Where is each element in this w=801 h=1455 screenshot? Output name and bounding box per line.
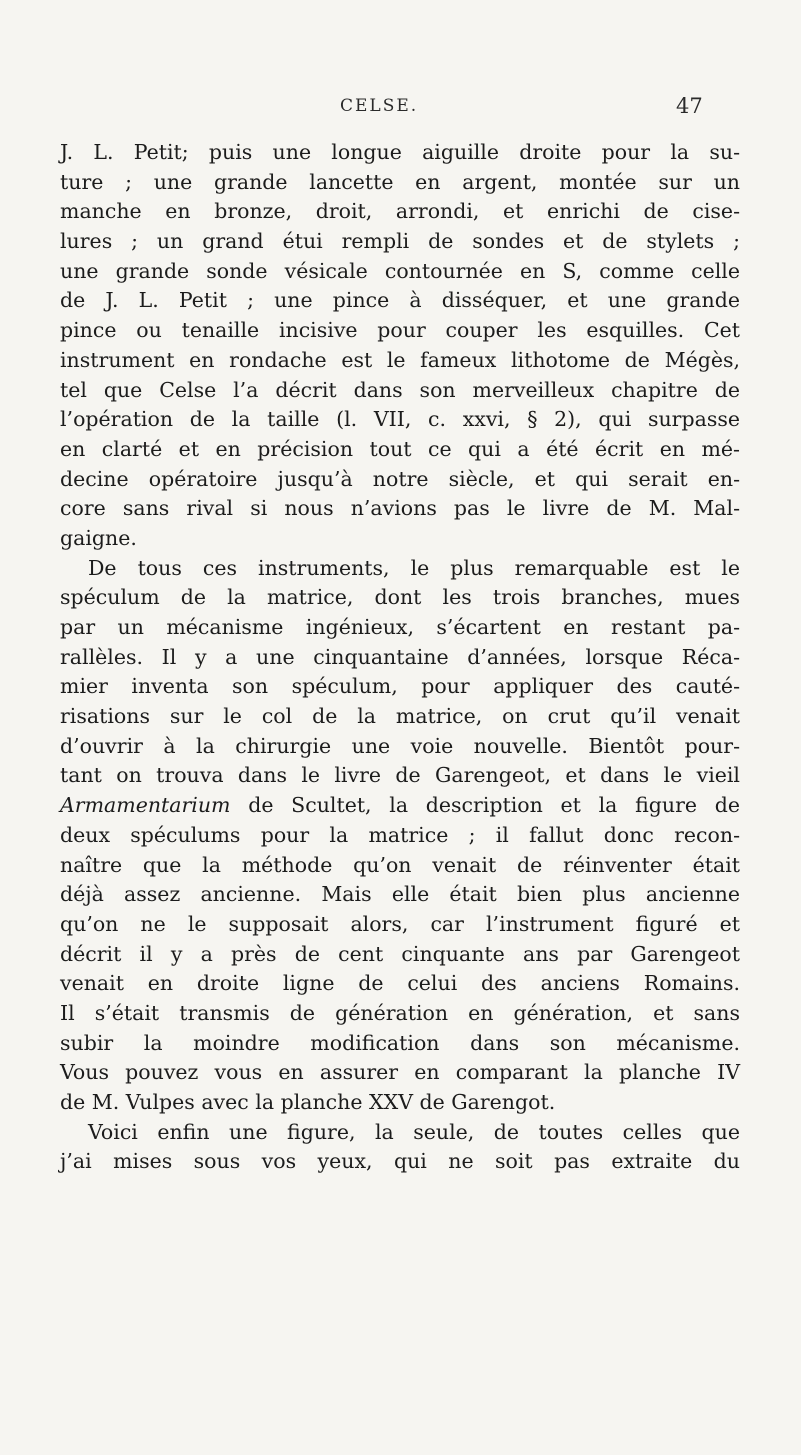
text-line: par un mécanisme ingénieux, s’écartent en restant pa- — [60, 615, 740, 639]
text-line: rallèles. Il y a une cinquantaine d’années, lorsque Réca- — [60, 644, 740, 669]
text-line: Vous pouvez vous en assurer en comparant la planche IV — [60, 1060, 740, 1085]
text-line-paragraph-end: de M. Vulpes avec la planche XXV de Garengot. — [60, 1090, 556, 1114]
text-line: venait en droite ligne de celui des anciens Romains. — [60, 971, 740, 996]
text-line: Il s’était transmis de génération en génération, et sans — [60, 1000, 740, 1025]
text-line: pince ou tenaille incisive pour couper les esquilles. Cet — [60, 318, 740, 343]
text-line: lures ; un grand étui rempli de sondes et de stylets ; — [60, 229, 740, 254]
text-line: tant on trouva dans le livre de Garengeot, et dans le vieil — [60, 763, 740, 788]
body-text — [60, 138, 740, 1177]
page-number: 47 — [676, 94, 703, 118]
text-line: J. L. Petit; puis une longue aiguille droite pour la su- — [60, 140, 740, 164]
text-line-armamentarium — [60, 791, 740, 821]
text-line: déjà assez ancienne. Mais elle était bien plus ancienne — [60, 882, 740, 907]
text-line-rest: de Scultet, la description et la figure de — [230, 793, 740, 818]
italic-title-armamentarium: Armamentarium — [60, 793, 231, 818]
text-line: tel que Celse l’a décrit dans son merveilleux chapitre de — [60, 377, 740, 402]
text-line: d’ouvrir à la chirurgie une voie nouvelle. Bientôt pour- — [60, 733, 740, 758]
text-line: decine opératoire jusqu’à notre siècle, et qui serait en- — [60, 466, 740, 491]
text-line: qu’on ne le supposait alors, car l’instrument figuré et — [60, 911, 740, 936]
text-line-paragraph-end: gaigne. — [60, 525, 137, 550]
text-line: subir la moindre modification dans son mécanisme. — [60, 1030, 740, 1055]
text-line: j’ai mises sous vos yeux, qui ne soit pas extraite du — [60, 1149, 740, 1174]
text-line-paragraph-start: Voici enfin une figure, la seule, de toutes celles que — [88, 1119, 740, 1144]
text-line-paragraph-start: De tous ces instruments, le plus remarquable est le — [88, 555, 740, 580]
text-line: une grande sonde vésicale contournée en S, comme celle — [60, 258, 740, 283]
text-line: manche en bronze, droit, arrondi, et enrichi de cise- — [60, 199, 740, 224]
text-line: instrument en rondache est le fameux lithotome de Mégès, — [60, 347, 740, 372]
text-line: spéculum de la matrice, dont les trois branches, mues — [60, 585, 740, 610]
text-line: décrit il y a près de cent cinquante ans par Garengeot — [60, 941, 740, 966]
page-header — [0, 94, 801, 124]
text-line: de J. L. Petit ; une pince à disséquer, et une grande — [60, 288, 740, 313]
text-line: risations sur le col de la matrice, on crut qu’il venait — [60, 704, 740, 729]
text-line: en clarté et en précision tout ce qui a été écrit en mé- — [60, 436, 740, 461]
text-line: naître que la méthode qu’on venait de réinventer était — [60, 852, 740, 877]
text-line: core sans rival si nous n’avions pas le livre de M. Mal- — [60, 496, 740, 521]
text-line: l’opération de la taille (l. VII, c. xxvi, § 2), qui surpasse — [60, 407, 740, 432]
text-line: mier inventa son spéculum, pour appliquer des cauté- — [60, 674, 740, 699]
running-title: CELSE. — [340, 96, 419, 116]
text-line: ture ; une grande lancette en argent, montée sur un — [60, 169, 740, 194]
text-line: deux spéculums pour la matrice ; il fallut donc recon- — [60, 822, 740, 847]
